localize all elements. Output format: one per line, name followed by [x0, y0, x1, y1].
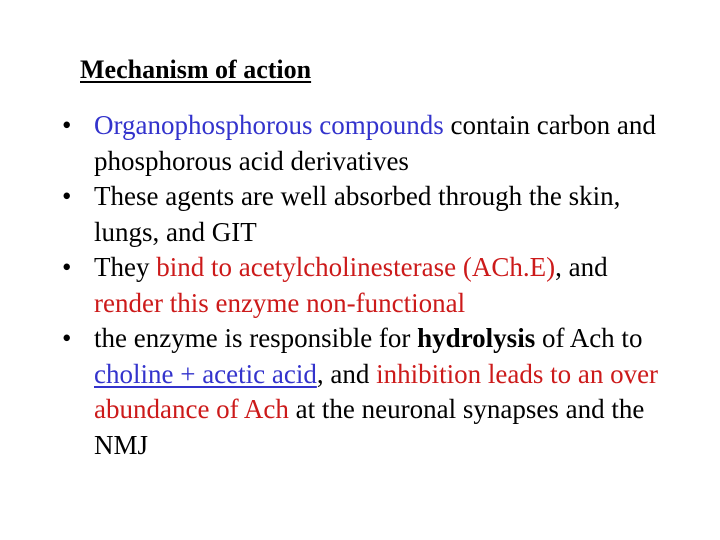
slide-title: Mechanism of action	[80, 55, 312, 84]
bullet-text-highlight-blue-underlined: choline + acetic acid	[94, 358, 317, 389]
bullet-icon: •	[62, 110, 72, 140]
bullet-text-highlight-red: inhibition leads to an over abundance of Ach	[94, 358, 659, 424]
bullet-text: They	[94, 252, 157, 282]
bullet-text: of Ach to	[535, 323, 643, 353]
bullet-text: the enzyme is responsible for	[94, 323, 418, 353]
bullet-text: at the neuronal synapses and the NMJ	[94, 394, 645, 460]
bullet-item	[58, 108, 678, 179]
bullet-list	[58, 108, 678, 463]
bullet-text: , and	[316, 358, 377, 389]
bullet-text-highlight-blue: Organophosphorous compounds	[94, 110, 444, 140]
bullet-item	[58, 179, 678, 250]
bullet-icon: •	[62, 323, 72, 353]
bullet-text-bold: hydrolysis	[417, 323, 536, 353]
bullet-icon: •	[62, 181, 72, 211]
bullet-text-highlight-red: render this enzyme non-functional	[94, 287, 466, 318]
bullet-text: These agents are well absorbed through the skin, lungs, and GIT	[94, 181, 621, 247]
bullet-text-highlight-red: bind to acetylcholinesterase (ACh.E)	[156, 252, 556, 282]
bullet-text: , and	[555, 252, 608, 282]
bullet-text: contain carbon and phosphorous acid derivatives	[94, 110, 656, 176]
bullet-item	[58, 250, 678, 321]
bullet-icon: •	[62, 252, 72, 282]
bullet-item	[58, 321, 678, 463]
